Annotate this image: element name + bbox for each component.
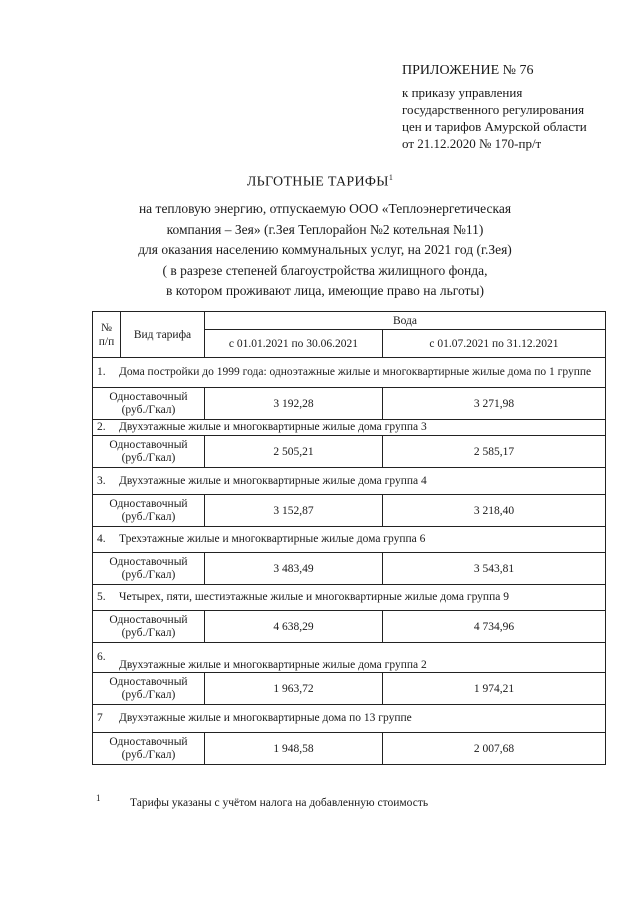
tariff-kind: Одноставочный (руб./Гкал) [93,495,205,527]
footnote-text: Тарифы указаны с учётом налога на добавленную стоимость [130,796,429,809]
group-name: Четырех, пяти, шестиэтажные жилые и многоквартирные жилые дома группа 9 [119,591,509,603]
group-num: 3. [97,474,106,487]
tariff-kind: Одноставочный (руб./Гкал) [93,611,205,643]
group-row [93,468,606,495]
group-cell [93,705,606,733]
header-kind: Вид тарифа [121,312,205,358]
group-name: Дома постройки до 1999 года: одноэтажные жилые и многоквартирные жилые дома по 1 группе [119,366,592,378]
tariff-kind: Одноставочный (руб./Гкал) [93,388,205,420]
tariff-value-period-1: 3 192,28 [205,388,383,420]
document-subtitle [110,199,540,302]
footnote [96,793,596,809]
document-title-text: ЛЬГОТНЫЕ ТАРИФЫ [246,174,389,190]
tariffs-table [92,311,606,765]
tariff-value-period-1: 1 963,72 [205,673,383,705]
subtitle-line: ( в разрезе степеней благоустройства жилищного фонда, [162,262,488,278]
tariff-value-period-2: 3 543,81 [383,553,606,585]
group-name: Двухэтажные жилые и многоквартирные дома по 13 группе [119,712,412,724]
group-num: 7 [97,712,103,724]
group-num: 6. [97,651,106,663]
appendix-line: государственного регулирования [402,102,585,117]
tariff-kind: Одноставочный (руб./Гкал) [93,733,205,765]
tariff-row [93,611,606,643]
tariff-value-period-2: 2 585,17 [383,436,606,468]
header-period-2: с 01.07.2021 по 31.12.2021 [383,330,606,358]
group-num: 4. [97,533,106,545]
group-name: Двухэтажные жилые и многоквартирные жилые дома группа 3 [119,421,427,433]
tariff-value-period-1: 4 638,29 [205,611,383,643]
group-name: Трехэтажные жилые и многоквартирные жилые дома группа 6 [119,533,426,545]
appendix-title: ПРИЛОЖЕНИЕ № 76 [402,63,534,78]
tariff-value-period-1: 1 948,58 [205,733,383,765]
tariff-row [93,436,606,468]
group-cell [93,585,606,611]
group-num: 2. [97,421,106,433]
appendix-line: от 21.12.2020 № 170-пр/т [402,136,542,151]
group-row [93,705,606,733]
group-row [93,643,606,673]
tariff-row [93,733,606,765]
tariff-row [93,495,606,527]
group-num: 5. [97,591,106,603]
title-footnote-mark: 1 [388,173,394,182]
appendix-line: цен и тарифов Амурской области [402,119,587,134]
group-name: Двухэтажные жилые и многоквартирные жилые дома группа 4 [119,474,427,487]
tariff-value-period-2: 4 734,96 [383,611,606,643]
subtitle-line: в котором проживают лица, имеющие право на льготы) [166,283,484,298]
footnote-mark: 1 [96,793,101,803]
group-cell [93,420,606,436]
tariff-value-period-1: 3 483,49 [205,553,383,585]
tariff-kind: Одноставочный (руб./Гкал) [93,553,205,585]
tariff-value-period-1: 3 152,87 [205,495,383,527]
group-cell [93,643,606,673]
appendix-line: к приказу управления [402,85,523,100]
tariff-value-period-1: 2 505,21 [205,436,383,468]
subtitle-line: компания – Зея» (г.Зея Теплорайон №2 котельная №11) [166,221,484,237]
group-row [93,358,606,388]
tariff-row [93,388,606,420]
document-title [0,173,640,191]
header-num: № п/п [93,312,121,358]
group-num: 1. [97,366,106,378]
tariff-value-period-2: 3 271,98 [383,388,606,420]
group-row [93,527,606,553]
header-group: Вода [205,312,606,330]
tariff-kind: Одноставочный (руб./Гкал) [93,436,205,468]
tariff-row [93,553,606,585]
group-row [93,420,606,436]
subtitle-line: на тепловую энергию, отпускаемую ООО «Теплоэнергетическая [138,201,512,216]
tariff-value-period-2: 1 974,21 [383,673,606,705]
tariff-value-period-2: 2 007,68 [383,733,606,765]
group-name: Двухэтажные жилые и многоквартирные жилые дома группа 2 [119,659,427,671]
group-cell [93,527,606,553]
group-cell [93,468,606,495]
subtitle-line: для оказания населению коммунальных услуг, на 2021 год (г.Зея) [138,242,512,257]
appendix-block [402,62,634,152]
header-period-1: с 01.01.2021 по 30.06.2021 [205,330,383,358]
tariff-row [93,673,606,705]
group-cell [93,358,606,388]
group-row [93,585,606,611]
tariff-value-period-2: 3 218,40 [383,495,606,527]
tariff-kind: Одноставочный (руб./Гкал) [93,673,205,705]
